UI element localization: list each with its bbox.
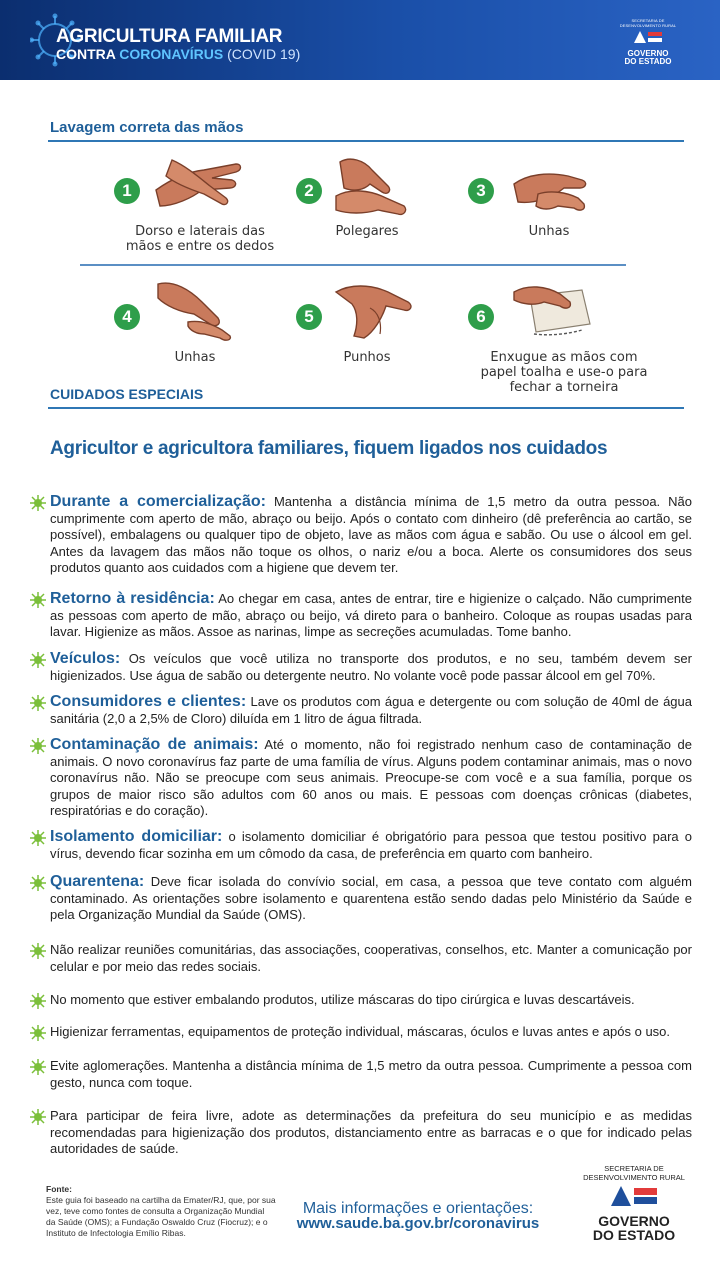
hand-dorsum-icon [152, 150, 244, 214]
virus-bullet-icon [30, 943, 46, 959]
source-note [46, 1184, 276, 1239]
step-caption: Enxugue as mãos com [490, 350, 638, 365]
item-text: No momento que estiver embalando produtos, utilize máscaras do tipo cirúrgica e luvas descartáveis. [50, 992, 635, 1007]
item-text: Mantenha a distância mínima de 1,5 metro da outra pessoa. Não cumprimente com aperto de mão, abraço ou beijo. Após o contato com dinheiro (dê preferência ao cartão, se possível), embalagens ou qualquer tipo de objeto, lave as mãos com água e sabão. Ou use o álcool em gel. Antes da lavagem das mãos não toque os olhos, o nariz e/ou a boca. Alerte os consumidores dos seus produtos quanto aos cuidados com a higiene que devem ter. [50, 494, 692, 575]
virus-bullet-icon [30, 738, 46, 754]
handwash-step-6: 6 Enxugue as mãos com papel toalha e use-o para fechar a torneira [464, 276, 664, 386]
info-url-link[interactable]: www.saude.ba.gov.br/coronavirus [296, 1215, 540, 1232]
virus-bullet-icon [30, 993, 46, 1009]
list-item [30, 1058, 692, 1091]
list-item [30, 1108, 692, 1158]
list-item [30, 942, 692, 975]
item-text: Não realizar reuniões comunitárias, das associações, cooperativas, conselhos, etc. Manter a comunicação por celular e por meio das redes sociais. [50, 942, 692, 974]
source-text: Este guia foi baseado na cartilha da Emater/RJ, que, por sua vez, teve como fontes de consulta a Organização Mundial da Saúde (OMS); a Fundação Oswaldo Cruz (Fiocruz); e o Instituto de Infectologia Emílio Ribas. [46, 1195, 276, 1238]
list-item [30, 737, 692, 820]
item-keyword: Quarentena: [50, 873, 145, 890]
handwash-step-5: 5 Punhos [292, 276, 492, 386]
handwash-step-4: 4 Unhas [110, 276, 310, 386]
step-caption: Unhas [174, 350, 216, 365]
item-text: Lave os produtos com água e detergente ou com solução de 40ml de água sanitária (2,0 a 2,5% de Cloro) diluída em 1 litro de água filtrada. [50, 694, 692, 726]
list-item [30, 694, 692, 727]
virus-bullet-icon [30, 875, 46, 891]
step-caption: Punhos [343, 350, 391, 365]
header-gov-logo: SECRETARIA DE DESENVOLVIMENTO RURAL GOVERNO DO ESTADO [619, 18, 677, 66]
virus-bullet-icon [30, 1059, 46, 1075]
virus-bullet-icon [30, 592, 46, 608]
item-text: Higienizar ferramentas, equipamentos de proteção individual, máscaras, óculos e luvas antes e após o uso. [50, 1024, 671, 1039]
info-line: Mais informações e orientações: [302, 1200, 534, 1217]
list-item [30, 874, 692, 924]
section-divider [48, 407, 684, 409]
gov-logo-icon [634, 31, 662, 43]
virus-bullet-icon [30, 1025, 46, 1041]
step-caption: Polegares [335, 224, 399, 239]
item-text: Deve ficar isolada do convívio social, em casa, a pessoa que teve contato com alguém contaminado. As orientações sobre isolamento e quarentena estão sendo dadas pelo Ministério da Saúde e pela Organização Mundial da Saúde (OMS). [50, 874, 692, 922]
list-item [30, 651, 692, 684]
item-keyword: Veículos: [50, 650, 121, 667]
header-banner [0, 0, 720, 80]
hand-wrist-icon [330, 278, 416, 342]
list-item [30, 1024, 692, 1041]
header-title: AGRICULTURA FAMILIAR [56, 26, 283, 47]
list-item [30, 591, 692, 641]
item-keyword: Contaminação de animais: [50, 736, 259, 753]
gov-logo-icon [611, 1186, 657, 1206]
item-text: Evite aglomerações. Mantenha a distância mínima de 1,5 metro da outra pessoa. Cumprimente a pessoa com gesto, nunca com toque. [50, 1058, 692, 1090]
hand-nails-rub-icon [148, 276, 238, 342]
item-text: Para participar de feira livre, adote as determinações da prefeitura do seu município e as medidas recomendadas para higienização dos produtos, distanciamento entre as barracas e o que for indicado pelas autoridades de saúde. [50, 1108, 692, 1156]
step-caption: Dorso e laterais das [135, 224, 265, 239]
list-item [30, 829, 692, 862]
handwash-step-1: 1 Dorso e laterais das mãos e entre os dedos [110, 148, 310, 258]
virus-bullet-icon [30, 495, 46, 511]
list-item [30, 494, 692, 577]
item-text: Até o momento, não foi registrado nenhum caso de contaminação de animais. O novo coronavírus faz parte de uma família de vírus. Alguns podem contaminar animais, mas o novo coronavírus não. Não se preocupe com seus animais. Preocupe-se com você e a sua família, porque os grupos de maior risco são adultos com 60 anos ou mais. E pessoas com doenças crônicas (diabetes, respiratórias e do coração). [50, 737, 692, 818]
virus-bullet-icon [30, 1109, 46, 1125]
handwash-step-2: 2 Polegares [292, 148, 492, 258]
handwash-step-3: 3 Unhas [464, 148, 664, 258]
item-keyword: Durante a comercialização: [50, 493, 266, 510]
hand-nails-icon [508, 164, 588, 218]
item-text: Os veículos que você utiliza no transporte dos produtos, e no seu, também devem ser higienizados. Use água de sabão ou detergente neutro. No volante você pode passar álcool em gel 70%. [50, 651, 692, 683]
step-caption: Unhas [528, 224, 570, 239]
item-keyword: Consumidores e clientes: [50, 693, 247, 710]
footer-gov-logo: SECRETARIA DE DESENVOLVIMENTO RURAL GOVERNO DO ESTADO [583, 1164, 685, 1243]
item-text: o isolamento domiciliar é obrigatório para pessoa que testou positivo para o vírus, devendo ficar sozinha em um cômodo da casa, de preferência em quarto com banheiro. [50, 829, 692, 861]
virus-bullet-icon [30, 695, 46, 711]
hand-paper-towel-icon [510, 280, 600, 342]
handwash-title: Lavagem correta das mãos [50, 119, 244, 136]
steps-divider [80, 264, 626, 266]
virus-bullet-icon [30, 830, 46, 846]
list-item [30, 992, 692, 1009]
special-care-title: CUIDADOS ESPECIAIS [50, 386, 204, 402]
source-label: Fonte: [46, 1184, 72, 1194]
item-keyword: Retorno à residência: [50, 590, 215, 607]
section-divider [48, 140, 684, 142]
header-subtitle: CONTRA CORONAVÍRUS (COVID 19) [56, 46, 301, 62]
hand-thumb-icon [330, 152, 410, 222]
item-keyword: Isolamento domiciliar: [50, 828, 223, 845]
item-text: Ao chegar em casa, antes de entrar, tire e higienize o calçado. Não cumprimente as pessoas com aperto de mão, abraço ou beijo, vá direto para o banheiro. Coloque as roupas usadas para lavar. Higienize as mãos. Assoe as narinas, limpe as secreções acumuladas. Tome banho. [50, 591, 692, 639]
headline: Agricultor e agricultora familiares, fiquem ligados nos cuidados [50, 438, 608, 459]
virus-bullet-icon [30, 652, 46, 668]
